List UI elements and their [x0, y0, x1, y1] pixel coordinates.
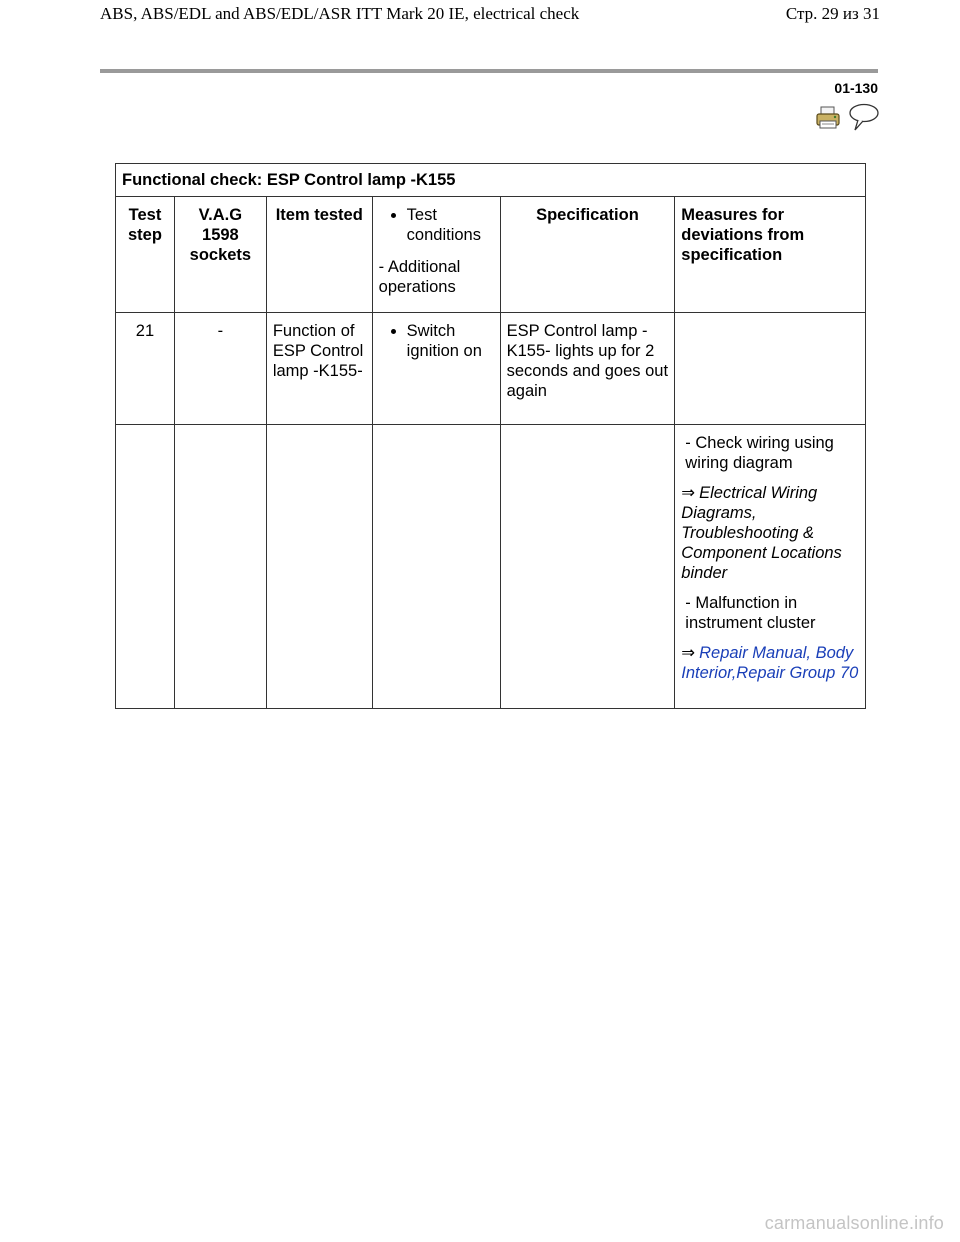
cell-specification: ESP Control lamp -K155- lights up for 2 seconds and goes out again	[500, 313, 675, 425]
watermark: carmanualsonline.info	[764, 1213, 944, 1233]
table-header-row	[116, 197, 866, 313]
condition-bullet: • Switch ignition on	[407, 321, 494, 361]
cell-empty	[372, 425, 500, 709]
cell-item: Function of ESP Control lamp -K155-	[266, 313, 372, 425]
repair-manual-link[interactable]: Repair Manual, Body Interior,Repair Group 70	[681, 644, 859, 682]
header-test-conditions	[372, 197, 500, 313]
condition-bullet-list	[379, 321, 494, 361]
arrow-right-icon: ⇒	[681, 484, 696, 502]
document-code: 01-130	[834, 80, 878, 96]
cell-empty	[116, 425, 175, 709]
additional-operations: - Additional operations	[378, 258, 461, 296]
repair-manual-reference[interactable]	[681, 643, 859, 683]
functional-check-table	[115, 163, 866, 709]
table-row	[116, 425, 866, 709]
wiring-diagram-reference	[681, 483, 859, 583]
header-specification: Specification	[500, 197, 675, 313]
header-measures: Measures for deviations from specification	[675, 197, 866, 313]
table-title: Functional check: ESP Control lamp -K155	[116, 164, 866, 197]
malfunction-text: - Malfunction in instrument cluster	[685, 594, 816, 632]
speech-bubble-icon[interactable]	[848, 103, 880, 138]
cell-empty	[266, 425, 372, 709]
cell-measures	[675, 425, 866, 709]
conditions-bullet-list	[379, 205, 494, 245]
cell-sockets: -	[174, 313, 266, 425]
arrow-right-icon: ⇒	[681, 644, 696, 662]
document-title: ABS, ABS/EDL and ABS/EDL/ASR ITT Mark 20 IE, electrical check	[100, 4, 580, 23]
table-title-row	[116, 164, 866, 197]
conditions-bullet: • Test conditions	[407, 205, 494, 245]
page-header	[0, 0, 960, 30]
printer-icon[interactable]	[815, 105, 841, 136]
header-sockets: V.A.G 1598 sockets	[174, 197, 266, 313]
cell-empty	[500, 425, 675, 709]
header-divider	[100, 69, 878, 73]
check-wiring-text: - Check wiring using wiring diagram	[685, 434, 834, 472]
header-test-step: Test step	[116, 197, 175, 313]
header-item-tested: Item tested	[266, 197, 372, 313]
cell-empty	[174, 425, 266, 709]
cell-condition	[372, 313, 500, 425]
table-row	[116, 313, 866, 425]
cell-step: 21	[116, 313, 175, 425]
cell-measures-empty	[675, 313, 866, 425]
wiring-reference-text: Electrical Wiring Diagrams, Troubleshooting & Component Locations binder	[681, 484, 842, 582]
page-number: Стр. 29 из 31	[785, 4, 880, 23]
